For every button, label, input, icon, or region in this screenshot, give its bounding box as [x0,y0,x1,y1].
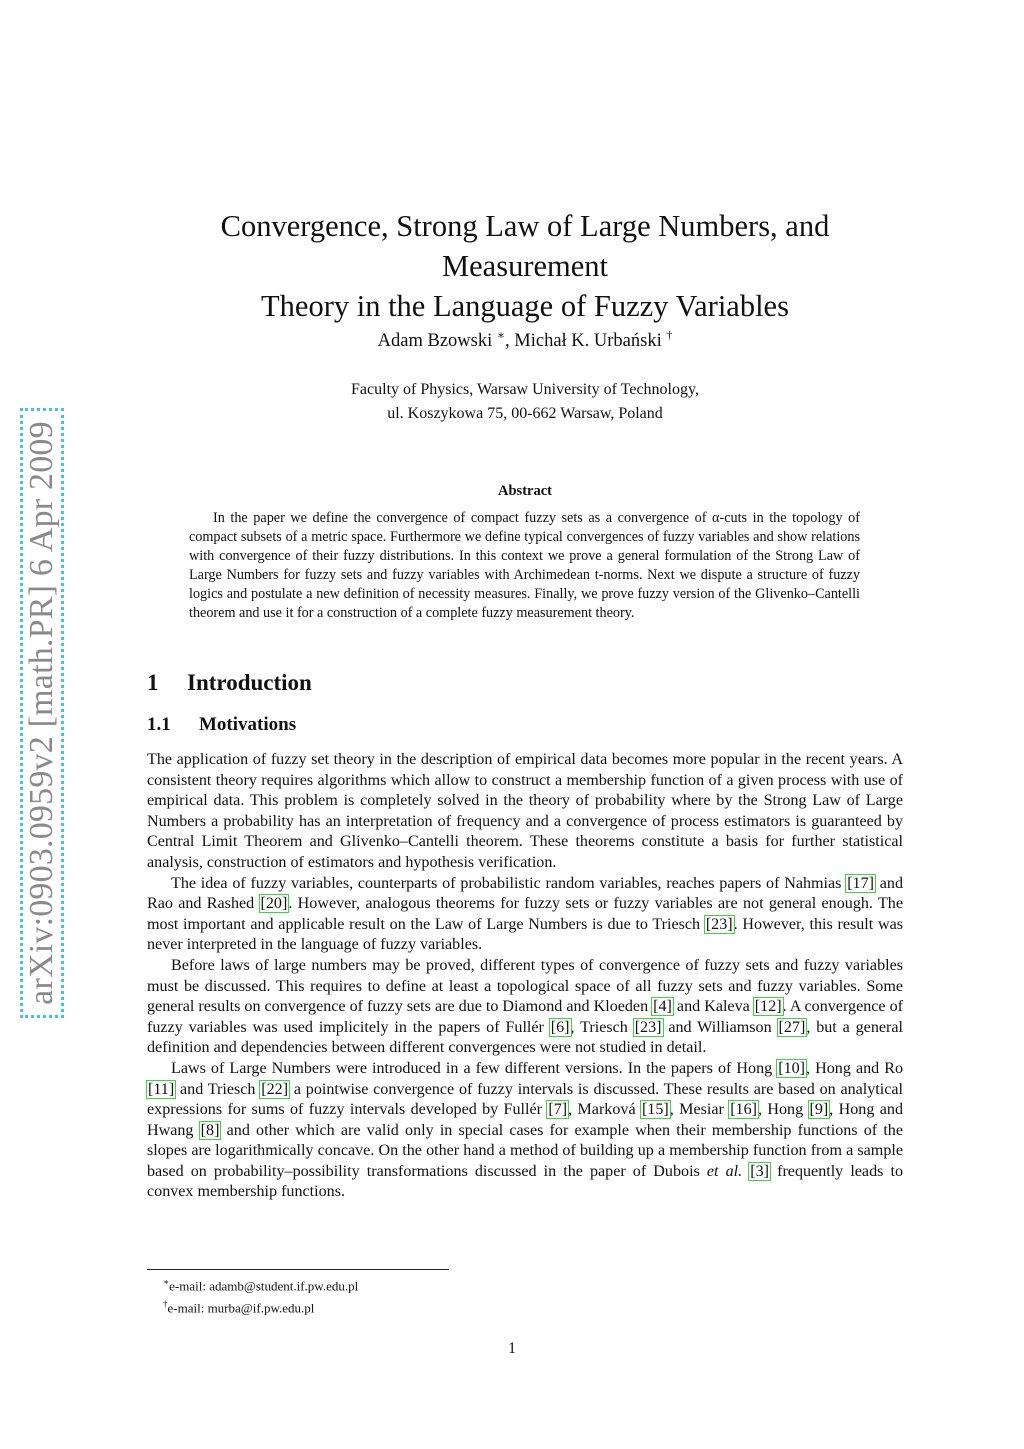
footnote-2-mark: † [163,1299,168,1310]
abstract-text: In the paper we define the convergence of compact fuzzy sets as a convergence of α-cuts in the topology of compact subsets of a metric space. Furthermore we define typical convergences of fuzzy variables and show relations with convergence of their fuzzy distributions. In this context we prove a general formulation of the Strong Law of Large Numbers for fuzzy sets and fuzzy variables with Archimedean t-norms. Next we dispute a structure of fuzzy logics and postulate a new definition of necessity measures. Finally, we prove fuzzy version of the Glivenko–Cantelli theorem and use it for a construction of a complete fuzzy measurement theory. [189,510,860,621]
subsection-heading [147,714,296,736]
affiliation-line-1: Faculty of Physics, Warsaw University of Technology, [351,381,699,398]
arxiv-identifier[interactable]: arXiv:0903.0959v2 [math.PR] 6 Apr 2009 [23,421,60,1005]
body-text [147,750,903,1203]
paragraph-3 [147,956,903,1059]
citation-link[interactable]: [15] [641,1101,669,1119]
footnote-2-text: e-mail: murba@if.pw.edu.pl [167,1300,315,1316]
text-run: and Rao and Rashed [147,874,903,913]
page-number: 1 [508,1340,516,1357]
text-run: . A convergence of fuzzy variables was used implicitely in the papers of Fullér [147,998,903,1036]
text-run: , but a general definition and dependencies between different convergences were not studied in detail. [147,1018,903,1057]
text-run: and Williamson [662,1018,778,1036]
citation-link[interactable]: [22] [261,1080,289,1098]
paragraph-1: The application of fuzzy set theory in the description of empirical data becomes more popular in the recent years. A consistent theory requires algorithms which allow to construct a membership function of a given process with use of empirical data. This problem is completely solved in the theory of probability where by the Strong Law of Large Numbers a probability has an interpretation of frequency and a convergence of process estimators is guaranteed by Central Limit Theorem and Glivenko–Cantelli theorem. These theorems constitute a basis for further statistical analysis, construction of estimators and hypothesis verification. [147,751,903,871]
text-run: , Marková [568,1101,641,1119]
citation-link[interactable]: [7] [548,1101,568,1119]
text-run: The idea of fuzzy variables, counterparts of probabilistic random variables, reaches papers of Nahmias [171,874,847,892]
footnote-1 [163,1273,358,1295]
subsection-number: 1.1 [147,714,171,735]
citation-link[interactable]: [4] [653,998,672,1016]
footnote-divider [147,1269,449,1270]
text-run: Laws of Large Numbers were introduced in a few different versions. In the papers of Hong [171,1059,778,1077]
title-line-1: Convergence, Strong Law of Large Numbers, and Measurement [220,209,830,283]
author-list [140,328,910,352]
author-1-footnote-mark[interactable]: ∗ [496,328,506,342]
abstract-heading: Abstract [498,483,552,499]
footnote-1-mark: ∗ [163,1277,170,1287]
text-run: and Triesch [175,1080,261,1098]
paper-title [140,206,910,326]
citation-link[interactable]: [10] [778,1059,806,1077]
text-run: Before laws of large numbers may be proved, different types of convergence of fuzzy sets and fuzzy variables must be discussed. This requires to define at least a topological space of all fuzzy sets and fuzzy variables. Some general results on convergence of fuzzy sets are due to Diamond and Kloeden [147,956,903,1016]
text-run: , Hong and Ro [806,1059,904,1077]
text-run: , Mesiar [669,1101,730,1119]
citation-link[interactable]: [16] [730,1101,757,1119]
footnote-2 [163,1295,358,1317]
text-run: and other which are valid only in special cases for example when their membership functions of the slopes are logarithmically concave. On the other hand a method of building up a membership function from a sample based on probability–possibility transformations discussed in the paper of Dubois [147,1121,903,1180]
author-separator: , [505,331,515,352]
text-run: and Kaleva [672,998,754,1016]
text-run: . However, this result was never interpreted in the language of fuzzy variables. [147,915,903,954]
text-run: , Triesch [570,1018,634,1036]
section-title: Introduction [187,670,312,695]
author-2: Michał K. Urbański [514,331,662,352]
paragraph-4 [147,1059,903,1203]
text-run: a pointwise convergence of fuzzy intervals is discussed. These results are based on analytical expressions for sums of fuzzy intervals developed by Fullér [147,1080,904,1119]
citation-link[interactable]: [20] [260,895,288,913]
text-run-italic: et al. [706,1162,743,1180]
citation-link[interactable]: [9] [809,1101,829,1119]
affiliation-line-2: ul. Koszykowa 75, 00-662 Warsaw, Poland [387,405,663,422]
citation-link[interactable]: [27] [778,1018,806,1036]
citation-link[interactable]: [11] [148,1080,175,1098]
text-run: , Hong and Hwang [147,1101,903,1139]
footnote-1-text: e-mail: adamb@student.if.pw.edu.pl [169,1278,359,1294]
citation-link[interactable]: [6] [550,1018,570,1036]
citation-link[interactable]: [23] [634,1018,662,1036]
author-2-footnote-mark[interactable]: † [666,328,673,342]
title-line-2: Theory in the Language of Fuzzy Variables [261,289,789,323]
citation-link[interactable]: [23] [705,915,733,933]
affiliation [140,378,910,426]
subsection-title: Motivations [199,714,297,735]
citation-link[interactable]: [8] [200,1121,220,1139]
text-run: frequently leads to convex membership functions. [147,1162,903,1201]
citation-link[interactable]: [17] [847,874,874,892]
citation-link[interactable]: [12] [754,998,782,1016]
section-heading [147,670,312,696]
footnotes [163,1273,358,1318]
text-run: . However, analogous theorems for fuzzy sets or fuzzy variables are not general enough. The most important and applicable result on the Law of Large Numbers is due to Triesch [147,895,903,933]
citation-link[interactable]: [3] [750,1162,769,1180]
paragraph-2 [147,874,903,956]
section-number: 1 [147,670,159,695]
text-run: , Hong [758,1101,809,1119]
author-1: Adam Bzowski [377,331,493,352]
